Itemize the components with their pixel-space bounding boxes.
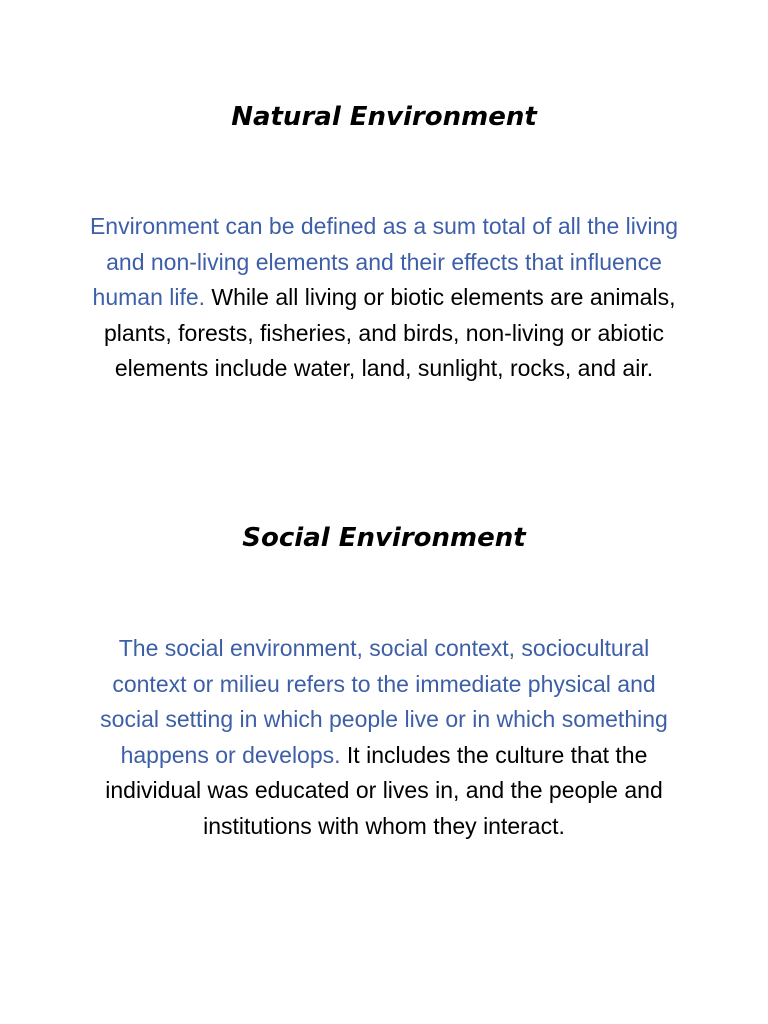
natural-environment-details: While all living or biotic elements are animals, plants, forests, fisheries, and birds, non-living or abiotic elements include water, land, sunlight, rocks, and air.	[104, 284, 676, 381]
natural-environment-heading: Natural Environment	[231, 102, 537, 132]
social-environment-details: It includes the culture that the individual was educated or lives in, and the people and institutions with whom they interact.	[105, 741, 663, 839]
natural-environment-definition: Environment can be defined as a sum total of all the living and non-living elements and their effects that influence human life.	[89, 213, 679, 310]
social-environment-paragraph	[84, 631, 684, 844]
social-environment-definition: The social environment, social context, sociocultural context or milieu refers to the immediate physical and social setting in which people live or in which something happens or develops.	[100, 635, 668, 768]
social-environment-heading: Social Environment	[242, 523, 526, 553]
natural-environment-paragraph	[84, 209, 684, 387]
